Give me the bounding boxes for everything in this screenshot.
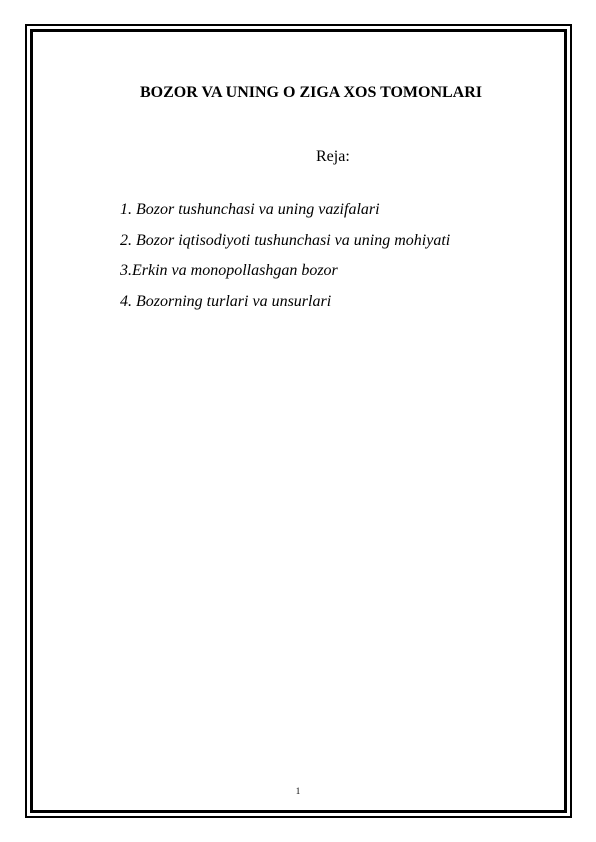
document-title: BOZOR VA UNING O ZIGA XOS TOMONLARI xyxy=(140,84,483,101)
plan-item: 1. Bozor tushunchasi va uning vazifalari xyxy=(120,201,380,218)
plan-item: 2. Bozor iqtisodiyoti tushunchasi va uning mohiyati xyxy=(120,231,451,249)
plan-list xyxy=(120,200,450,322)
plan-heading-text: Reja: xyxy=(316,148,350,165)
page-border-inner xyxy=(30,29,567,813)
plan-item: 3.Erkin va monopollashgan bozor xyxy=(120,262,338,279)
plan-item: 4. Bozorning turlari va unsurlari xyxy=(120,292,332,310)
page-number: 1 xyxy=(295,786,301,796)
